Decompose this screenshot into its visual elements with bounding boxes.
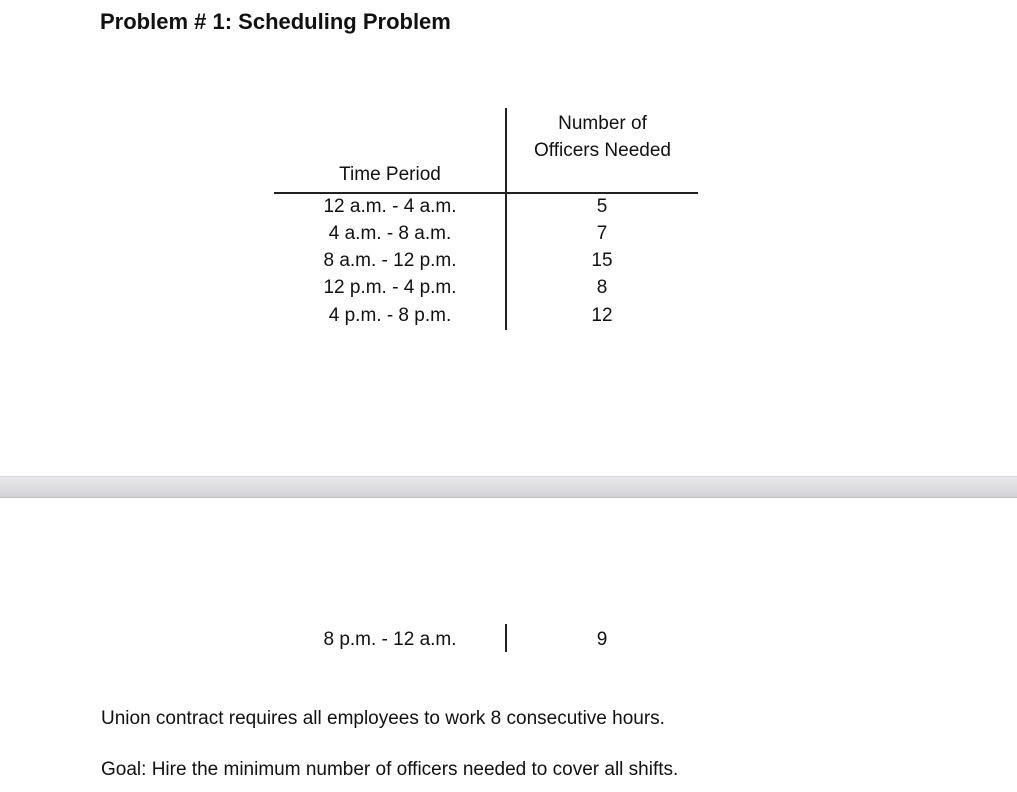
table-column-divider: [505, 108, 507, 330]
row-2-officers: 7: [596, 223, 608, 244]
row-2-period: 4 a.m. - 8 a.m.: [328, 223, 452, 244]
page-separator: [0, 476, 1017, 498]
time-period-header: Time Period: [339, 164, 441, 185]
row-4-period: 12 p.m. - 4 p.m.: [323, 277, 457, 298]
officers-header-line-2: Officers Needed: [534, 140, 671, 161]
row-6-period: 8 p.m. - 12 a.m.: [323, 629, 457, 650]
row-3-period: 8 a.m. - 12 p.m.: [323, 250, 457, 271]
row-6-officers: 9: [596, 629, 608, 650]
table-column-divider-continued: [505, 624, 507, 652]
row-5-officers: 12: [591, 305, 613, 326]
row-4-officers: 8: [596, 277, 608, 298]
officers-header-line-1: Number of: [558, 113, 647, 134]
table-header-rule: [274, 192, 698, 194]
row-5-period: 4 p.m. - 8 p.m.: [328, 305, 452, 326]
officers-needed-header: [515, 110, 690, 164]
page-2: [0, 498, 1017, 792]
row-1-officers: 5: [596, 196, 608, 217]
union-contract-note: Union contract requires all employees to work 8 consecutive hours.: [101, 708, 665, 729]
row-1-period: 12 a.m. - 4 a.m.: [323, 196, 457, 217]
row-3-officers: 15: [591, 250, 613, 271]
page-title: Problem # 1: Scheduling Problem: [100, 9, 451, 34]
goal-note: Goal: Hire the minimum number of officers needed to cover all shifts.: [101, 759, 679, 780]
